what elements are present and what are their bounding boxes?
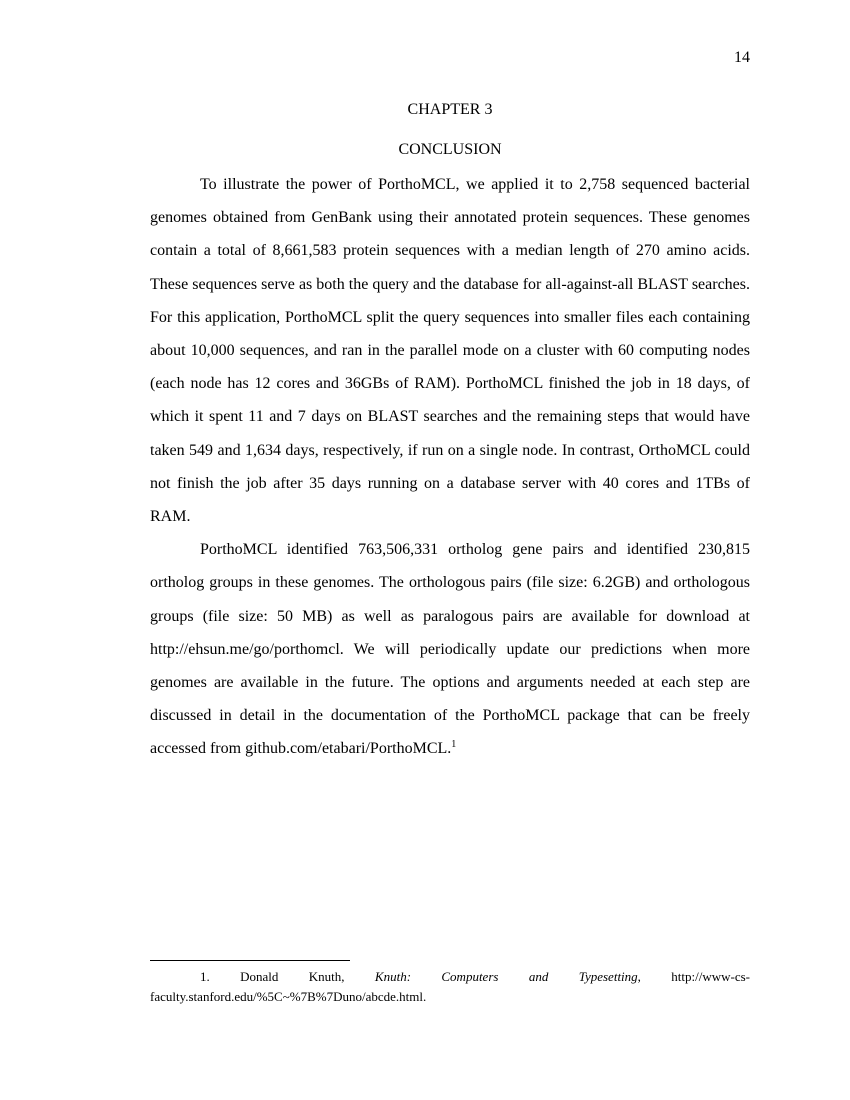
footnote bbox=[150, 967, 750, 1007]
chapter-title: CONCLUSION bbox=[398, 141, 502, 158]
footnote-marker[interactable]: 1 bbox=[451, 739, 457, 751]
chapter-heading: CHAPTER 3 bbox=[407, 101, 493, 118]
footnote-url[interactable]: , http://www-cs-faculty.stanford.edu/%5C~%7B%7Duno/abcde.html. bbox=[150, 969, 751, 1004]
footnote-title: Knuth: Computers and Typesetting bbox=[374, 969, 638, 984]
body-text bbox=[150, 168, 750, 766]
paragraph-text: To illustrate the power of PorthoMCL, we applied it to 2,758 sequenced bacterial genomes obtained from GenBank using their annotated protein sequences. These genomes contain a total of 8,661,583 protein sequences with a median length of 270 amino acids. These sequences serve as both the query and the database for all-against-all BLAST searches. For this application, PorthoMCL split the query sequences into smaller files each containing about 10,000 sequences, and ran in the parallel mode on a cluster with 60 computing nodes (each node has 12 cores and 36GBs of RAM). PorthoMCL finished the job in 18 days, of which it spent 11 and 7 days on BLAST searches and the remaining steps that would have taken 549 and 1,634 days, respectively, if run on a single node. In contrast, OrthoMCL could not finish the job after 35 days running on a database server with 40 cores and 1TBs of RAM. bbox=[150, 176, 750, 526]
footnote-author: Donald Knuth, bbox=[240, 969, 345, 984]
paragraph bbox=[150, 168, 750, 533]
footnote-number: 1. bbox=[200, 969, 210, 984]
footnote-rule bbox=[150, 960, 350, 961]
page-number: 14 bbox=[734, 49, 750, 66]
paragraph-text: PorthoMCL identified 763,506,331 ortholog gene pairs and identified 230,815 ortholog groups in these genomes. The orthologous pairs (file size: 6.2GB) and orthologous groups (file size: 50 MB) as well as paralogous pairs are available for download at http://ehsun.me/go/porthomcl. We will periodically update our predictions when more genomes are available in the future. The options and arguments needed at each step are discussed in detail in the documentation of the PorthoMCL package that can be freely accessed from github.com/etabari/PorthoMCL. bbox=[150, 541, 750, 758]
paragraph bbox=[150, 533, 750, 765]
footnote-body bbox=[150, 967, 750, 1007]
